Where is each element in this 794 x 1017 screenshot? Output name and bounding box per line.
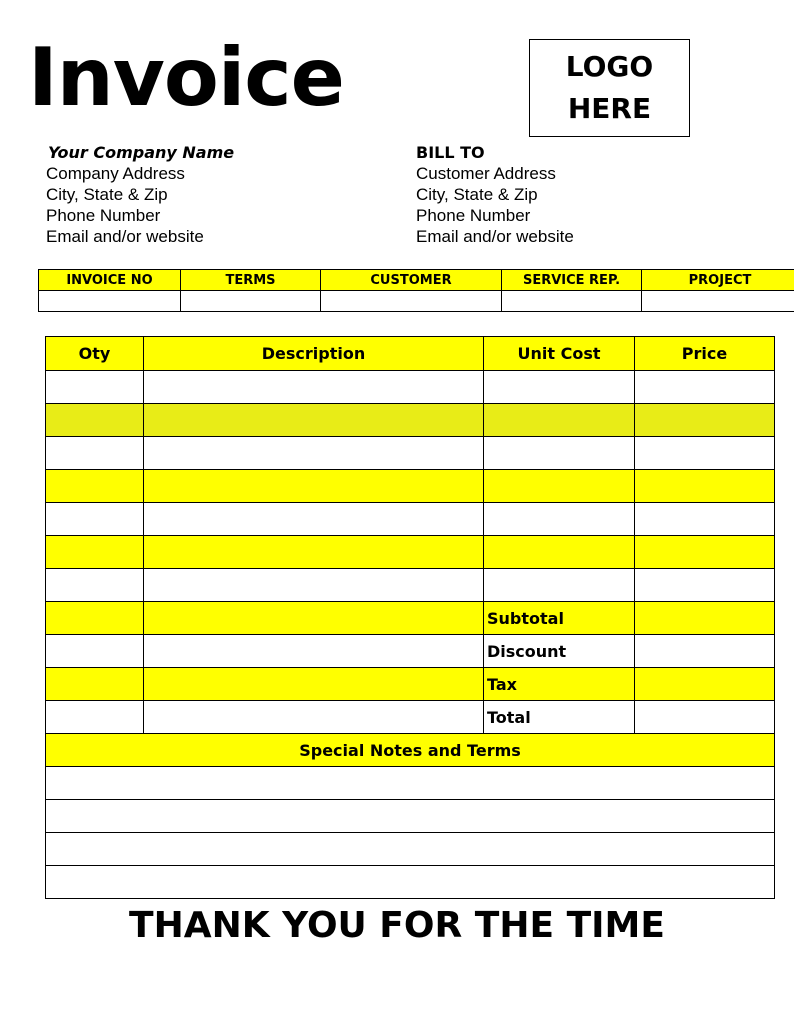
- qty-cell[interactable]: [46, 635, 144, 668]
- total-row: [46, 701, 775, 734]
- subtotal-value[interactable]: [635, 602, 775, 635]
- qty-cell[interactable]: [46, 470, 144, 503]
- qty-cell[interactable]: [46, 437, 144, 470]
- customer-address[interactable]: Customer Address: [416, 164, 556, 183]
- qty-cell[interactable]: [46, 536, 144, 569]
- price-cell[interactable]: [635, 371, 775, 404]
- tax-label: Tax: [484, 668, 635, 701]
- customer-cell[interactable]: [321, 291, 502, 312]
- company-block: [46, 142, 234, 247]
- qty-cell[interactable]: [46, 602, 144, 635]
- bill-to-block: [416, 142, 574, 247]
- invoice-no-header: INVOICE NO: [39, 270, 181, 291]
- notes-line[interactable]: [46, 800, 775, 833]
- description-cell[interactable]: [144, 602, 484, 635]
- notes-row: [46, 866, 775, 899]
- notes-line[interactable]: [46, 866, 775, 899]
- item-row: [46, 503, 775, 536]
- discount-row: [46, 635, 775, 668]
- service-rep-cell[interactable]: [502, 291, 642, 312]
- tax-row: [46, 668, 775, 701]
- tax-value[interactable]: [635, 668, 775, 701]
- project-cell[interactable]: [642, 291, 794, 312]
- qty-header: Oty: [46, 337, 144, 371]
- company-name[interactable]: Your Company Name: [48, 143, 235, 162]
- logo-line-2: HERE: [567, 92, 652, 125]
- total-label: Total: [484, 701, 635, 734]
- notes-line[interactable]: [46, 767, 775, 800]
- subtotal-row: [46, 602, 775, 635]
- customer-email[interactable]: Email and/or website: [416, 227, 574, 246]
- description-cell[interactable]: [144, 569, 484, 602]
- notes-header-row: [46, 734, 775, 767]
- company-address[interactable]: Company Address: [46, 164, 185, 183]
- description-cell[interactable]: [144, 437, 484, 470]
- unit-cost-cell[interactable]: [484, 569, 635, 602]
- qty-cell[interactable]: [46, 404, 144, 437]
- notes-heading: Special Notes and Terms: [46, 734, 775, 767]
- unit-cost-cell[interactable]: [484, 470, 635, 503]
- bill-to-heading: BILL TO: [416, 143, 485, 162]
- qty-cell[interactable]: [46, 569, 144, 602]
- price-cell[interactable]: [635, 503, 775, 536]
- unit-cost-cell[interactable]: [484, 536, 635, 569]
- unit-cost-header: Unit Cost: [484, 337, 635, 371]
- unit-cost-cell[interactable]: [484, 437, 635, 470]
- customer-phone[interactable]: Phone Number: [416, 206, 531, 225]
- project-header: PROJECT: [642, 270, 794, 291]
- subtotal-label: Subtotal: [484, 602, 635, 635]
- price-cell[interactable]: [635, 536, 775, 569]
- terms-cell[interactable]: [181, 291, 321, 312]
- notes-line[interactable]: [46, 833, 775, 866]
- description-cell[interactable]: [144, 635, 484, 668]
- total-value[interactable]: [635, 701, 775, 734]
- logo-line-1: LOGO: [565, 50, 654, 83]
- logo-placeholder[interactable]: [529, 39, 690, 137]
- service-rep-header: SERVICE REP.: [502, 270, 642, 291]
- item-row: [46, 404, 775, 437]
- info-value-row: [39, 291, 794, 312]
- customer-header: CUSTOMER: [321, 270, 502, 291]
- item-row: [46, 569, 775, 602]
- description-cell[interactable]: [144, 371, 484, 404]
- qty-cell[interactable]: [46, 371, 144, 404]
- price-cell[interactable]: [635, 404, 775, 437]
- item-row: [46, 536, 775, 569]
- items-header-row: [46, 337, 775, 371]
- company-phone[interactable]: Phone Number: [46, 206, 161, 225]
- description-cell[interactable]: [144, 470, 484, 503]
- unit-cost-cell[interactable]: [484, 404, 635, 437]
- price-cell[interactable]: [635, 470, 775, 503]
- notes-row: [46, 800, 775, 833]
- notes-row: [46, 767, 775, 800]
- invoice-title: Invoice: [28, 31, 344, 124]
- price-cell[interactable]: [635, 569, 775, 602]
- company-city[interactable]: City, State & Zip: [46, 185, 168, 204]
- thank-you-footer: THANK YOU FOR THE TIME: [129, 905, 665, 946]
- description-cell[interactable]: [144, 536, 484, 569]
- description-cell[interactable]: [144, 701, 484, 734]
- qty-cell[interactable]: [46, 668, 144, 701]
- unit-cost-cell[interactable]: [484, 371, 635, 404]
- description-header: Description: [144, 337, 484, 371]
- item-row: [46, 371, 775, 404]
- items-table: [45, 336, 775, 899]
- qty-cell[interactable]: [46, 503, 144, 536]
- description-cell[interactable]: [144, 503, 484, 536]
- invoice-info-table: [38, 269, 794, 312]
- notes-row: [46, 833, 775, 866]
- customer-city[interactable]: City, State & Zip: [416, 185, 538, 204]
- info-header-row: [39, 270, 794, 291]
- terms-header: TERMS: [181, 270, 321, 291]
- description-cell[interactable]: [144, 404, 484, 437]
- item-row: [46, 470, 775, 503]
- unit-cost-cell[interactable]: [484, 503, 635, 536]
- price-header: Price: [635, 337, 775, 371]
- description-cell[interactable]: [144, 668, 484, 701]
- qty-cell[interactable]: [46, 701, 144, 734]
- company-email[interactable]: Email and/or website: [46, 227, 204, 246]
- discount-label: Discount: [484, 635, 635, 668]
- discount-value[interactable]: [635, 635, 775, 668]
- price-cell[interactable]: [635, 437, 775, 470]
- item-row: [46, 437, 775, 470]
- invoice-no-cell[interactable]: [39, 291, 181, 312]
